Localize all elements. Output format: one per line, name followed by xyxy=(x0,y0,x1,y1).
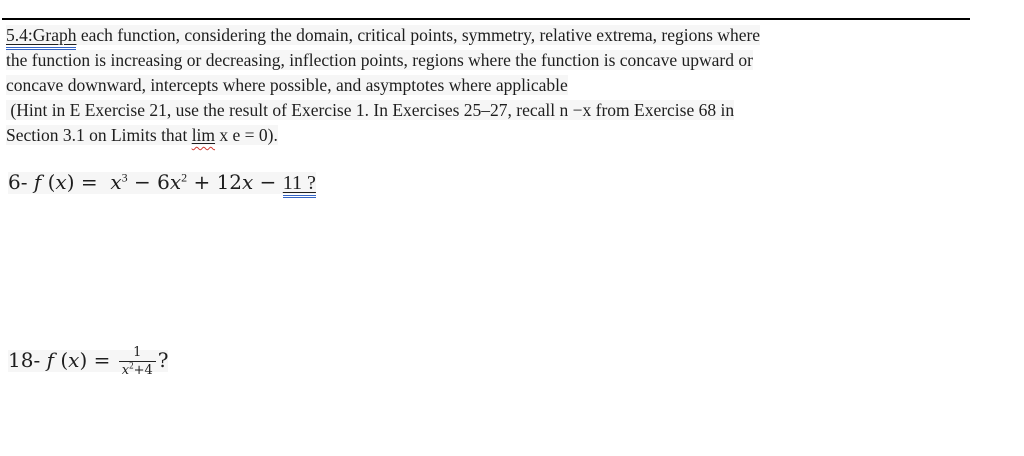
text-run: Section 3.1 on Limits that xyxy=(6,125,192,145)
problem-number: 6- xyxy=(8,170,34,194)
text-run: the function is increasing or decreasing, inflection points, regions where the function is concave upward or xyxy=(6,50,753,70)
exponent: 3 xyxy=(121,170,128,185)
instructions-paragraph xyxy=(6,23,760,98)
exponent: 2 xyxy=(181,170,188,185)
text-line-1 xyxy=(6,23,760,48)
math-variable: x xyxy=(169,170,182,194)
section-heading: 5.4:Graph xyxy=(6,25,76,50)
text-line-3 xyxy=(6,73,760,98)
math-variable: x xyxy=(55,170,67,194)
fraction xyxy=(119,346,156,379)
problem-18 xyxy=(8,346,168,379)
text-run: x e = 0). xyxy=(215,125,278,145)
equation-18 xyxy=(8,345,169,378)
text-line-2 xyxy=(6,48,760,73)
math-token: ( xyxy=(60,348,69,373)
equation-6 xyxy=(8,172,316,194)
horizontal-rule xyxy=(2,18,970,20)
math-token: ) = xyxy=(79,348,117,373)
math-token: ) = xyxy=(66,170,111,194)
text-run: each function, considering the domain, critical points, symmetry, relative extrema, regions where xyxy=(76,25,761,45)
function-symbol: f xyxy=(33,170,48,194)
hint-line-2 xyxy=(6,123,734,148)
fraction-denominator xyxy=(119,361,156,379)
fraction-numerator: 1 xyxy=(133,345,142,360)
math-token: − 6 xyxy=(127,170,170,194)
text-run: (Hint in E Exercise 21, use the result of Exercise 1. In Exercises 25–27, recall n −x from Exercise 68 in xyxy=(6,100,735,120)
hint-paragraph xyxy=(6,98,734,148)
math-variable: x xyxy=(110,170,122,194)
math-variable: x xyxy=(121,362,130,378)
math-token: +4 xyxy=(133,362,153,378)
math-variable: x xyxy=(242,170,254,194)
math-token: ( xyxy=(47,170,56,194)
text-run: concave downward, intercepts where possible, and asymptotes where applicable xyxy=(6,75,568,95)
math-token: − xyxy=(253,170,283,194)
hint-line-1 xyxy=(6,98,734,123)
math-token: + 12 xyxy=(187,170,243,194)
problem-number: 18- xyxy=(8,348,47,373)
function-symbol: f xyxy=(46,348,61,373)
problem-6 xyxy=(8,170,316,195)
answer-blank: 11 ? xyxy=(283,172,316,198)
question-mark: ? xyxy=(157,348,169,373)
misspelled-word: lim xyxy=(191,125,216,145)
math-variable: x xyxy=(68,348,80,373)
exponent: 2 xyxy=(129,360,134,371)
